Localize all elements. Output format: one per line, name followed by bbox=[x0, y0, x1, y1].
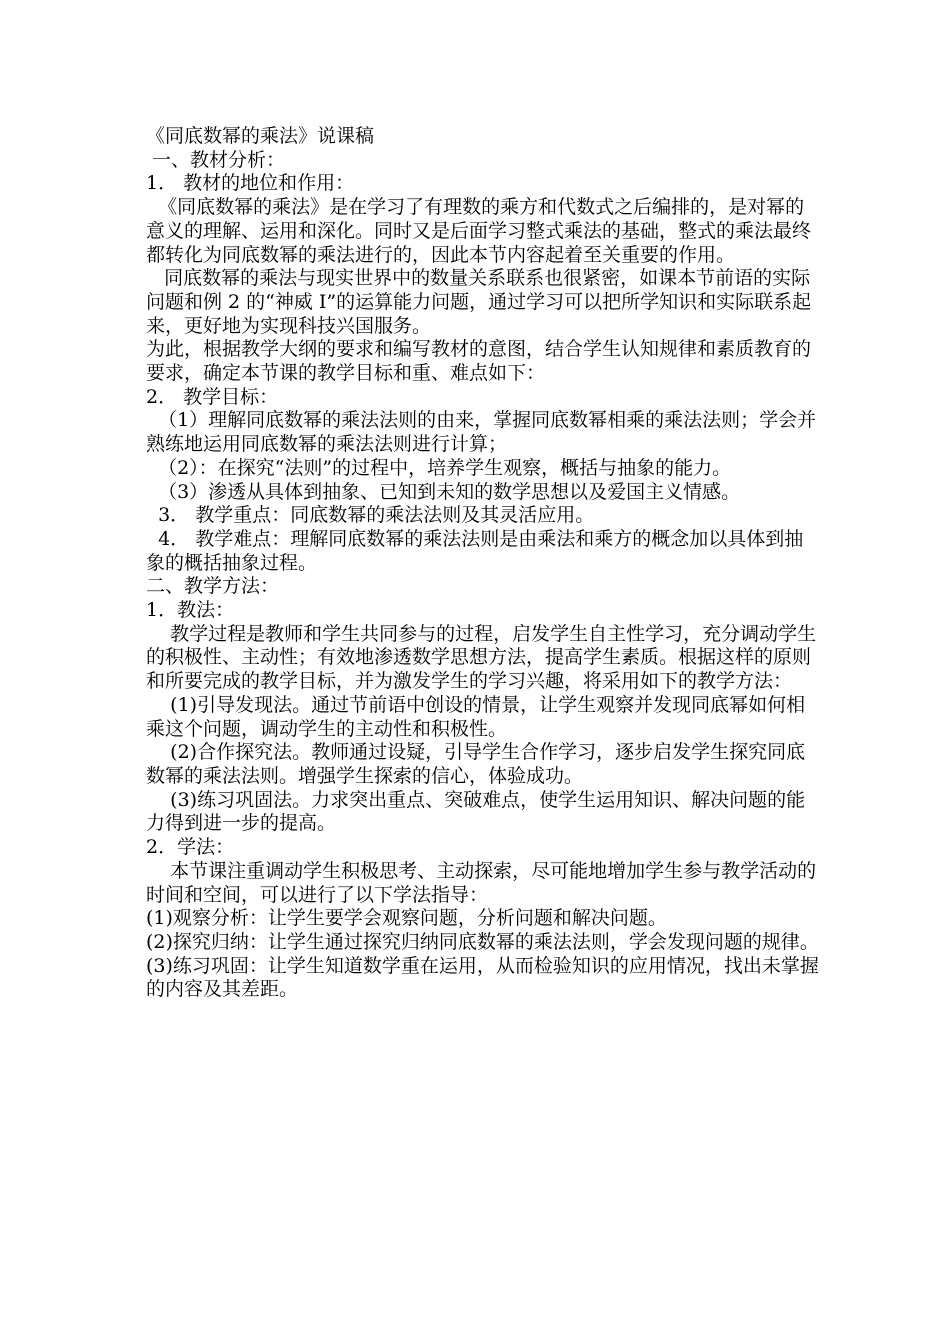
learning-item-2: (2)探究归纳：让学生通过探究归纳同底数幂的乘法法则，学会发现问题的规律。 bbox=[146, 930, 819, 953]
paragraph-real-world-link: 同底数幂的乘法与现实世界中的数量关系联系也很紧密，如课本节前语的实际问题和例 2 的“神威 I”的运算能力问题，通过学习可以把所学知识和实际联系起来，更好地为实现科技兴国服务。 bbox=[146, 267, 812, 337]
method-item-2: (2)合作探究法。教师通过设疑，引导学生合作学习，逐步启发学生探究同底数幂的乘法法则。增强学生探索的信心，体验成功。 bbox=[146, 741, 806, 787]
subheading-learning-method: 2．学法： bbox=[146, 836, 235, 859]
subheading-teaching-goals: 2． 教学目标： bbox=[146, 385, 279, 408]
subheading-teaching-method: 1．教法： bbox=[146, 599, 235, 622]
document-title: 《同底数幂的乘法》说课稿 bbox=[146, 125, 375, 147]
heading-textbook-analysis: 一、教材分析： bbox=[146, 148, 286, 171]
paragraph-goals-intro: 为此，根据教学大纲的要求和编写教材的意图，结合学生认知规律和素质教育的要求，确定本节课的教学目标和重、难点如下： bbox=[146, 338, 812, 385]
paragraph-teaching-process: 教学过程是教师和学生共同参与的过程，启发学生自主性学习，充分调动学生的积极性、主动性；有效地渗透数学思想方法，提高学生素质。根据这样的原则和所要完成的教学目标，并为激发学生的学习兴趣，将采用如下的教学方法： bbox=[146, 622, 817, 693]
method-item-3: (3)练习巩固法。力求突出重点、突破难点，使学生运用知识、解决问题的能力得到进一步的提高。 bbox=[146, 788, 806, 835]
method-item-1: (1)引导发现法。通过节前语中创设的情景，让学生观察并发现同底幂如何相乘这个问题，调动学生的主动性和积极性。 bbox=[146, 693, 806, 740]
learning-item-3: (3)练习巩固：让学生知道数学重在运用，从而检验知识的应用情况，找出未掌握的内容及其差距。 bbox=[146, 954, 819, 1001]
heading-teaching-methods: 二、教学方法： bbox=[146, 575, 280, 598]
document-body bbox=[146, 125, 820, 1002]
teaching-focus: 3． 教学重点：同底数幂的乘法法则及其灵活应用。 bbox=[146, 504, 595, 527]
paragraph-status-role: 《同底数幂的乘法》是在学习了有理数的乘方和代数式之后编排的，是对幂的意义的理解、运用和深化。同时又是后面学习整式乘法的基础，整式的乘法最终都转化为同底数幂的乘法进行的，因此本节内容起着至关重要的作用。 bbox=[146, 196, 812, 266]
goal-item-2: （2）：在探究“法则”的过程中，培养学生观察，概括与抽象的能力。 bbox=[146, 456, 732, 479]
learning-item-1: (1)观察分析：让学生要学会观察问题，分析问题和解决问题。 bbox=[146, 907, 667, 930]
subheading-status-and-role: 1． 教材的地位和作用： bbox=[146, 172, 355, 195]
goal-item-3: （3）渗透从具体到抽象、已知到未知的数学思想以及爱国主义情感。 bbox=[146, 480, 741, 503]
goal-item-1: （1）理解同底数幂的乘法法则的由来，掌握同底数幂相乘的乘法法则；学会并熟练地运用同底数幂的乘法法则进行计算； bbox=[146, 409, 817, 456]
paragraph-learning-guidance: 本节课注重调动学生积极思考、主动探索，尽可能地增加学生参与教学活动的时间和空间，可以进行了以下学法指导： bbox=[146, 859, 817, 906]
teaching-difficulty: 4． 教学难点：理解同底数幂的乘法法则是由乘法和乘方的概念加以具体到抽象的概括抽象过程。 bbox=[146, 527, 804, 574]
